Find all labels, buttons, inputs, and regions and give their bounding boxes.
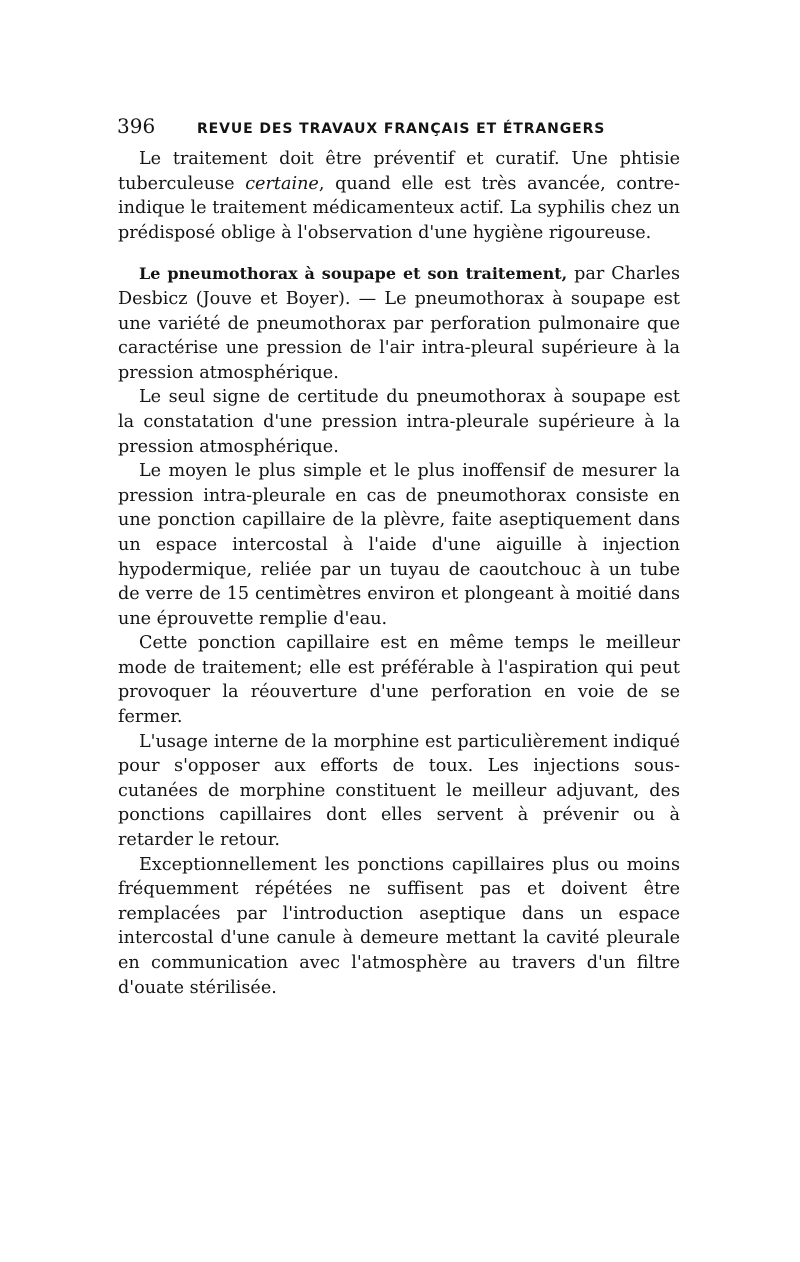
paragraph-7: Exceptionnellement les ponctions capillaires plus ou moins fréquemment répétées ne suffisent pas et doivent être remplacées par l'introduction aseptique dans un espace intercostal d'une canule à demeure mettant la cavité pleurale en communication avec l'atmosphère au travers d'un filtre d'ouate stérilisée. bbox=[118, 854, 680, 998]
paragraph-4: Le moyen le plus simple et le plus inoffensif de mesurer la pression intra-pleurale en cas de pneumothorax consiste en une ponction capillaire de la plèvre, faite aseptiquement dans un espace intercostal à l'aide d'une aiguille à injection hypodermique, reliée par un tuyau de caoutchouc à un tube de verre de 15 centimètres environ et plongeant à moitié dans une éprouvette remplie d'eau. bbox=[118, 461, 680, 629]
paragraph-3: Le seul signe de certitude du pneumothorax à soupape est la constatation d'une pression intra-pleurale supérieure à la pression atmosphérique. bbox=[118, 387, 680, 457]
running-title: REVUE DES TRAVAUX FRANÇAIS ET ÉTRANGERS bbox=[197, 121, 606, 137]
article-title: Le pneumothorax à soupape et son traitement, bbox=[139, 264, 568, 284]
paragraph-1-end: , quand elle est très avancée, contre-indique le traitement médicamenteux actif. La syphilis chez un prédisposé oblige à l'observation d'une hygiène rigoureuse. bbox=[118, 173, 681, 243]
paragraph-2 bbox=[118, 262, 680, 385]
paragraph-2-text: par Charles Desbicz (Jouve et Boyer). — Le pneumothorax à soupape est une variété de pneumothorax par perforation pulmonaire que caractérise une pression de l'air intra-pleural supérieure à la pression atmosphérique. bbox=[118, 264, 680, 383]
body-text bbox=[118, 147, 680, 1000]
paragraph-1 bbox=[118, 147, 680, 245]
page-header bbox=[117, 114, 617, 140]
page-number: 396 bbox=[117, 114, 156, 138]
emphasis-certaine: certaine bbox=[245, 173, 319, 194]
paragraph-1-start: Le traitement doit être préventif et curatif. Une phtisie tuberculeuse bbox=[118, 149, 680, 194]
paragraph-5: Cette ponction capillaire est en même temps le meilleur mode de traitement; elle est préférable à l'aspiration qui peut provoquer la réouverture d'une perforation en voie de se fermer. bbox=[118, 633, 680, 728]
paragraph-6: L'usage interne de la morphine est particulièrement indiqué pour s'opposer aux efforts de toux. Les injections sous-cutanées de morphine constituent le meilleur adjuvant, des ponctions capillaires dont elles servent à prévenir ou à retarder le retour. bbox=[118, 731, 680, 851]
